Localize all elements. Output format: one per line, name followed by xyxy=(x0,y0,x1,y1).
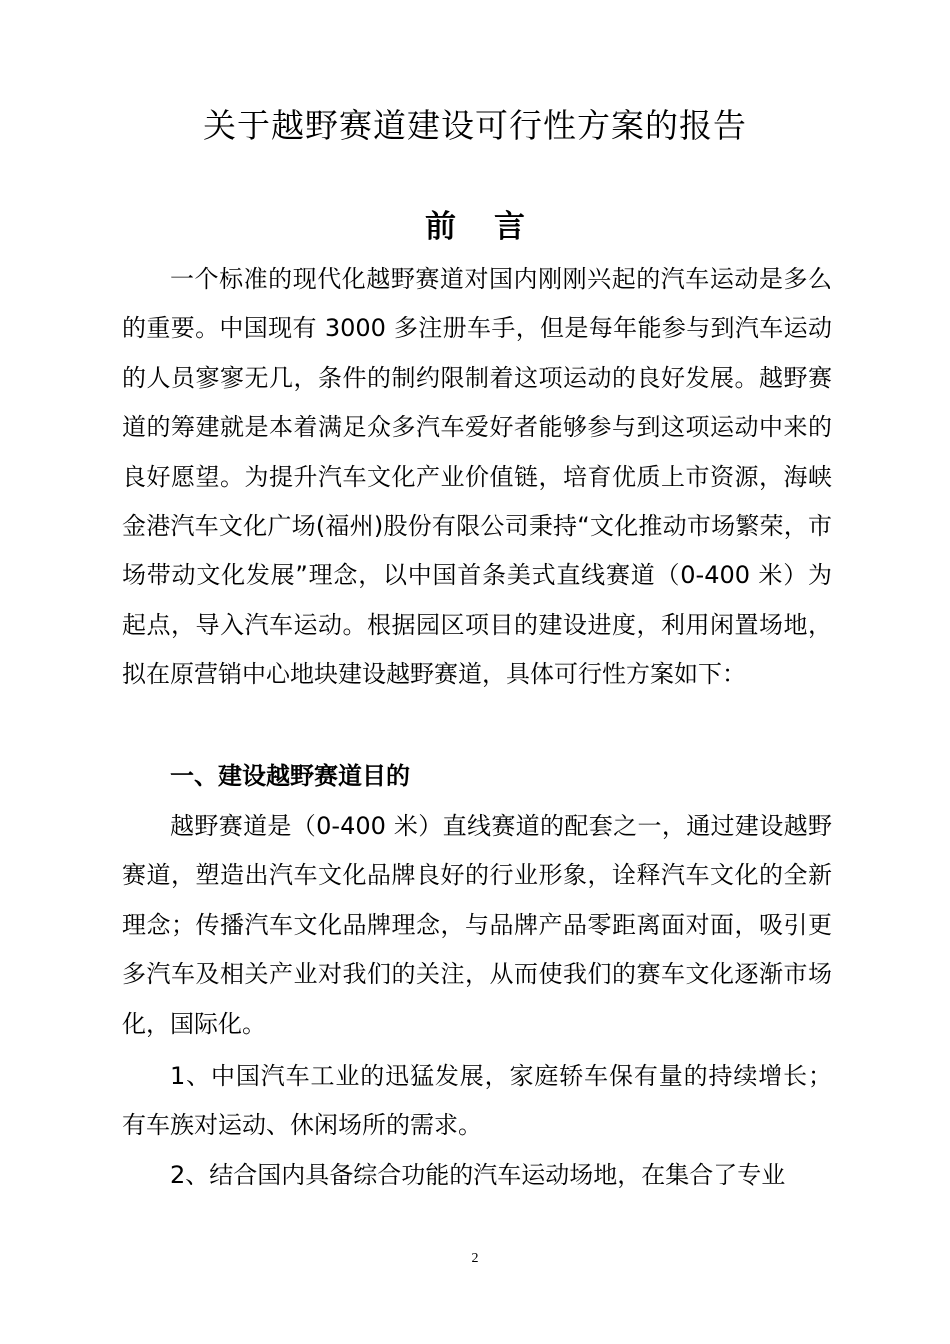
preface-paragraph: 一个标准的现代化越野赛道对国内刚刚兴起的汽车运动是多么的重要。中国现有 3000 多注册车手，但是每年能参与到汽车运动的人员寥寥无几，条件的制约限制着这项运动的良好发展。越野赛道的筹建就是本着满足众多汽车爱好者能够参与到这项运动中来的良好愿望。为提升汽车文化产业价值链，培育优质上市资源，海峡金港汽车文化广场(福州)股份有限公司秉持“文化推动市场繁荣，市场带动文化发展”理念，以中国首条美式直线赛道（0-400 米）为起点，导入汽车运动。根据园区项目的建设进度，利用闲置场地，拟在原营销中心地块建设越野赛道，具体可行性方案如下： xyxy=(122,265,832,689)
section-heading-purpose: 一、建设越野赛道目的 xyxy=(170,762,410,790)
purpose-point-1: 1、中国汽车工业的迅猛发展，家庭轿车保有量的持续增长；有车族对运动、休闲场所的需求。 xyxy=(122,1062,832,1140)
section-title-preface: 前言 xyxy=(425,209,563,245)
document-title: 关于越野赛道建设可行性方案的报告 xyxy=(203,106,747,145)
purpose-point-2: 2、结合国内具备综合功能的汽车运动场地，在集合了专业 xyxy=(170,1161,786,1189)
page-number: 2 xyxy=(471,1251,479,1266)
purpose-paragraph: 越野赛道是（0-400 米）直线赛道的配套之一，通过建设越野赛道，塑造出汽车文化品牌良好的行业形象，诠释汽车文化的全新理念；传播汽车文化品牌理念，与品牌产品零距离面对面，吸引更多汽车及相关产业对我们的关注，从而使我们的赛车文化逐渐市场化，国际化。 xyxy=(122,812,832,1038)
